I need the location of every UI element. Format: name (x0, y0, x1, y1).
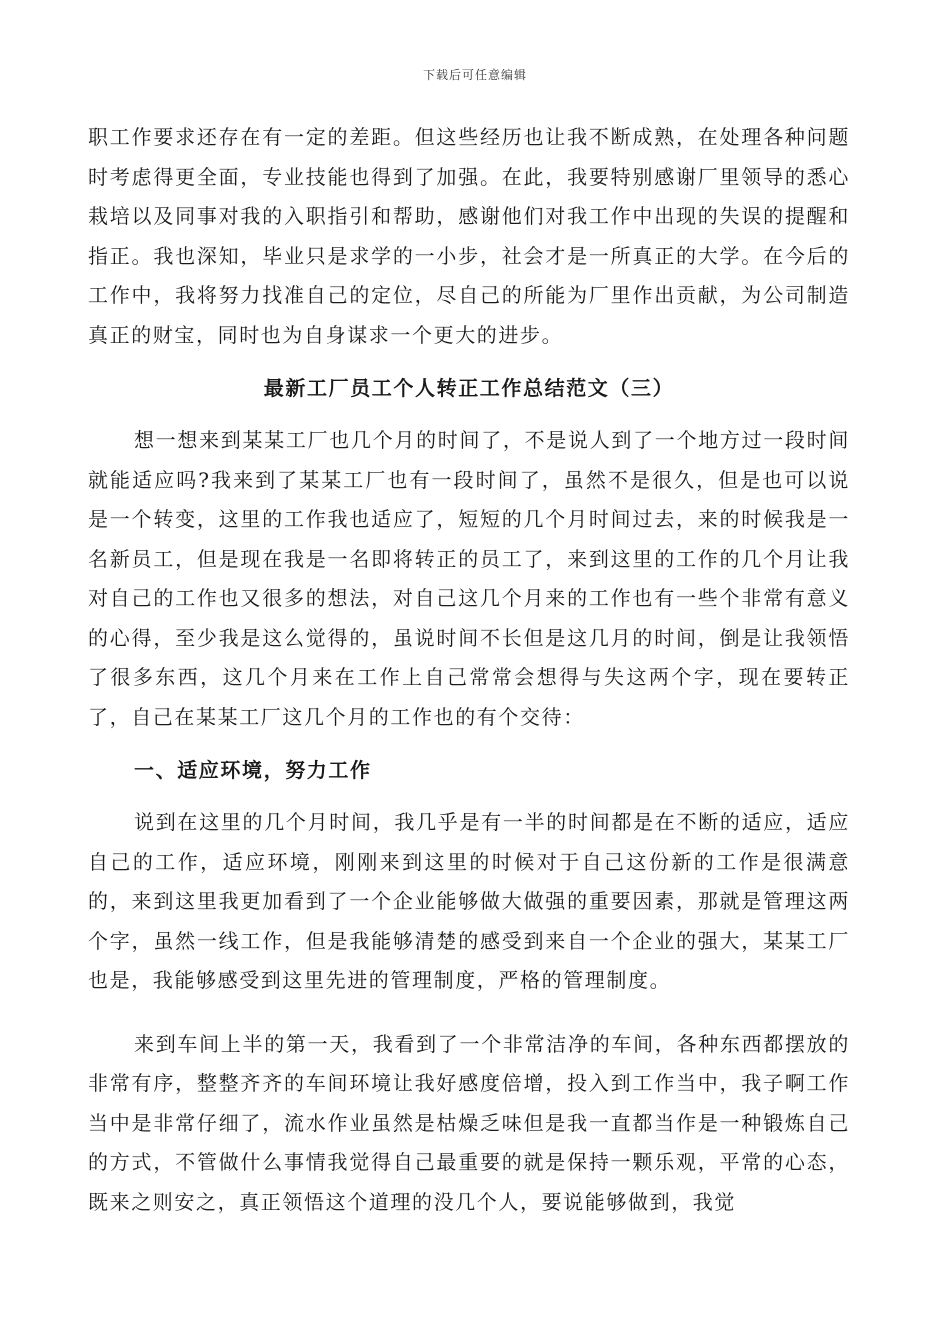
document-body (88, 118, 850, 1222)
section-heading-1: 一、适应环境，努力工作 (134, 758, 372, 782)
paragraph-intro: 想一想来到某某工厂也几个月的时间了，不是说人到了一个地方过一段时间就能适应吗?我来到了某某工厂也有一段时间了，虽然不是很久，但是也可以说是一个转变，这里的工作我也适应了，短短的几个月时间过去，来的时候我是一名新员工，但是现在我是一名即将转正的员工了，来到这里的工作的几个月让我对自己的工作也又很多的想法，对自己这几个月来的工作也有一些个非常有意义的心得，至少我是这么觉得的，虽说时间不长但是这几月的时间，倒是让我领悟了很多东西，这几个月来在工作上自己常常会想得与失这两个字，现在要转正了，自己在某某工厂这几个月的工作也的有个交待： (88, 428, 850, 729)
paragraph-continued: 职工作要求还存在有一定的差距。但这些经历也让我不断成熟，在处理各种问题时考虑得更全面，专业技能也得到了加强。在此，我要特别感谢厂里领导的悉心栽培以及同事对我的入职指引和帮助，感谢他们对我工作中出现的失误的提醒和指正。我也深知，毕业只是求学的一小步，社会才是一所真正的大学。在今后的工作中，我将努力找准自己的定位，尽自己的所能为厂里作出贡献，为公司制造真正的财宝，同时也为自身谋求一个更大的进步。 (88, 125, 850, 347)
page-header-note: 下载后可任意编辑 (422, 68, 527, 82)
paragraph-section1-b: 来到车间上半的第一天，我看到了一个非常洁净的车间，各种东西都摆放的非常有序，整整齐齐的车间环境让我好感度倍增，投入到工作当中，我子啊工作当中是非常仔细了，流水作业虽然是枯燥乏味但是我一直都当作是一种锻炼自己的方式，不管做什么事情我觉得自己最重要的就是保持一颗乐观，平常的心态，既来之则安之，真正领悟这个道理的没几个人，要说能够做到，我觉 (88, 1031, 850, 1214)
paragraph-section1-a: 说到在这里的几个月时间，我几乎是有一半的时间都是在不断的适应，适应自己的工作，适应环境，刚刚来到这里的时候对于自己这份新的工作是很满意的，来到这里我更加看到了一个企业能够做大做强的重要因素，那就是管理这两个字，虽然一线工作，但是我能够清楚的感受到来自一个企业的强大，某某工厂也是，我能够感受到这里先进的管理制度，严格的管理制度。 (88, 810, 850, 992)
paragraph-spacer (88, 1001, 850, 1025)
document-title: 最新工厂员工个人转正工作总结范文（三） (263, 376, 675, 400)
